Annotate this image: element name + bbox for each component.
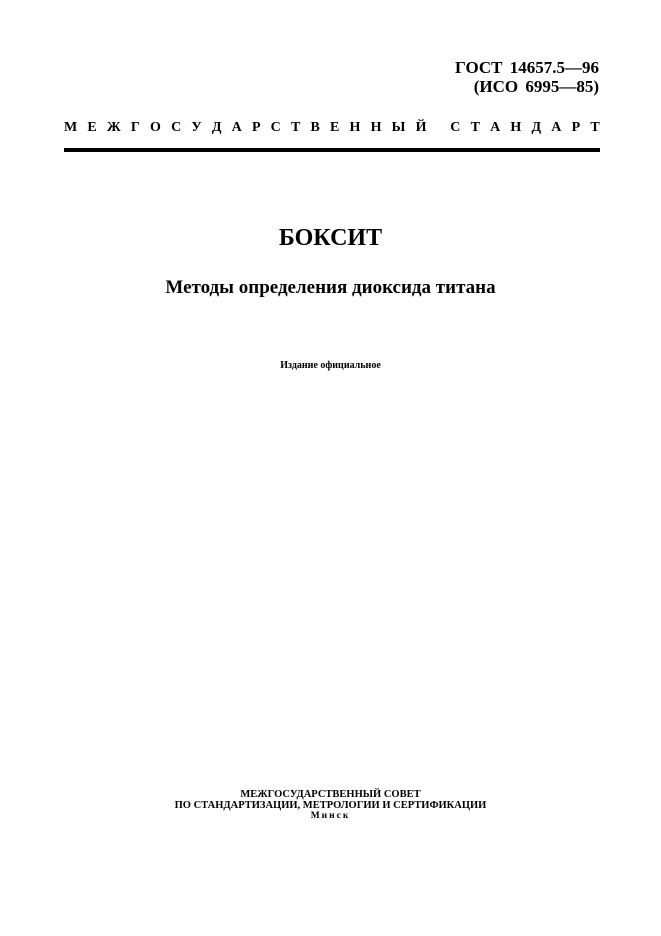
heading-letter: Й: [415, 120, 427, 135]
heading-letter: Т: [590, 120, 600, 135]
heading-letter: А: [551, 120, 562, 135]
heading-letter: Р: [571, 120, 581, 135]
heading-letter: Г: [130, 120, 140, 135]
heading-letter: Д: [531, 120, 542, 135]
publisher-line-2: ПО СТАНДАРТИЗАЦИИ, МЕТРОЛОГИИ И СЕРТИФИКАЦИИ: [174, 800, 487, 811]
heading-gap: [437, 119, 441, 137]
heading-letter: М: [64, 120, 78, 135]
standard-code: ГОСТ 14657.5—96: [455, 58, 599, 77]
heading-letter: Р: [251, 120, 261, 135]
publisher-city: Минск: [310, 811, 351, 821]
heading-letter: С: [450, 120, 461, 135]
publisher-line-1: МЕЖГОСУДАРСТВЕННЫЙ СОВЕТ: [240, 789, 421, 800]
heading-letter: С: [270, 120, 281, 135]
heading-letter: Н: [349, 120, 361, 135]
standard-code-block: [455, 58, 599, 96]
heading-letter: А: [490, 120, 501, 135]
heading-letter: Ж: [106, 120, 121, 135]
heading-letter: Ы: [391, 120, 406, 135]
heading-letter: А: [231, 120, 242, 135]
heading-letter: Н: [370, 120, 382, 135]
document-title: БОКСИТ: [278, 225, 383, 251]
heading-letter: В: [310, 120, 320, 135]
heading-letter: Т: [290, 120, 301, 135]
document-subtitle: Методы определения диоксида титана: [165, 277, 496, 298]
heading-letter: У: [191, 120, 202, 135]
iso-code: (ИСО 6995—85): [473, 77, 599, 96]
header-divider: [64, 148, 600, 152]
interstate-standard-heading: [64, 119, 600, 137]
heading-letter: Н: [510, 120, 522, 135]
edition-note: Издание официальное: [280, 360, 381, 371]
publisher-block: [0, 789, 661, 822]
heading-letter: Е: [330, 120, 340, 135]
heading-letter: С: [171, 120, 182, 135]
heading-letter: Д: [211, 120, 222, 135]
heading-letter: О: [150, 120, 161, 135]
heading-letter: Е: [87, 120, 97, 135]
heading-letter: Т: [470, 120, 480, 135]
